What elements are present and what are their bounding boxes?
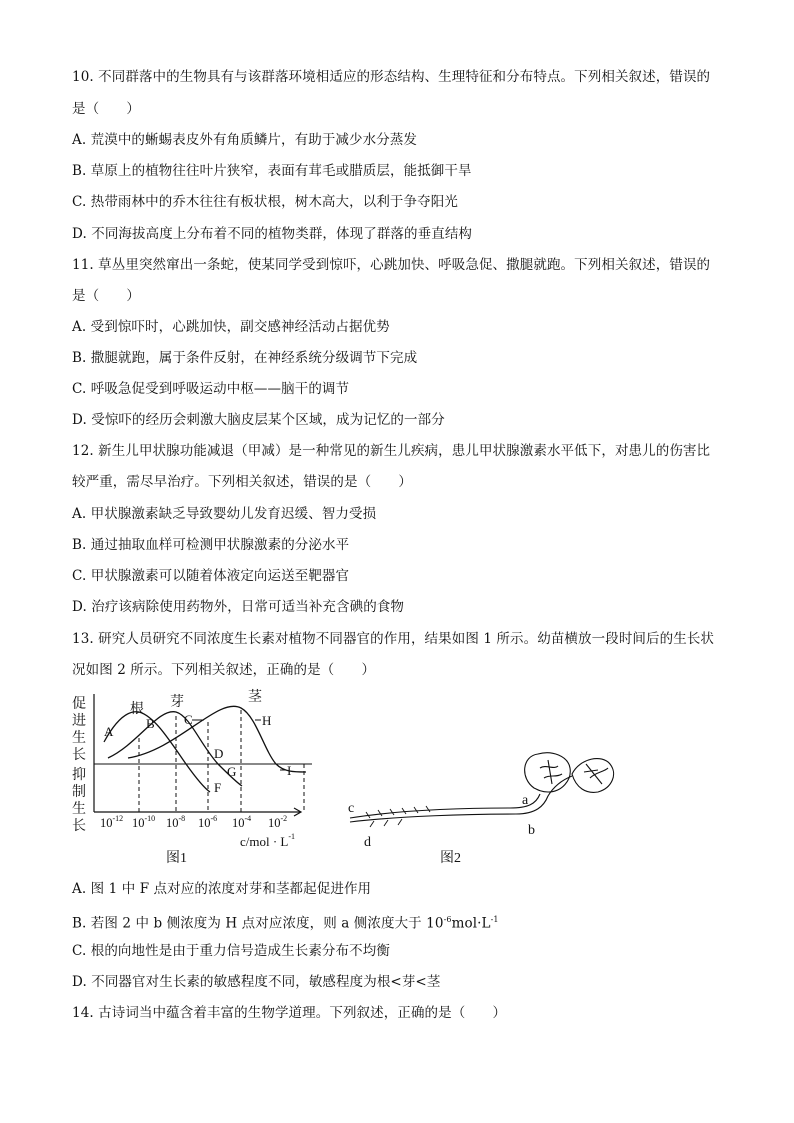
point-h: H (262, 713, 272, 728)
x-tick-6: $10^{-2}$ (268, 814, 288, 830)
label-c: c (348, 801, 355, 816)
label-stem: 茎 (248, 690, 262, 705)
q13-option-b-unit-exp: -1 (490, 915, 499, 924)
label-b: b (528, 823, 535, 838)
q10-stem: 10. 不同群落中的生物具有与该群落环境相适应的形态结构、生理特征和分布特点。下列相关叙述，错误的 (72, 69, 711, 85)
point-c: C (184, 712, 193, 727)
q13-option-b-exp: -6 (443, 915, 452, 924)
x-tick-5: $10^{-4}$ (232, 814, 252, 830)
q11-option-a: A. 受到惊吓时，心跳加快，副交感神经活动占据优势 (72, 319, 390, 335)
q13-stem-cont: 况如图 2 所示。下列相关叙述，正确的是（ ） (72, 662, 376, 678)
x-tick-4: $10^{-6}$ (198, 814, 218, 830)
label-root: 根 (130, 702, 144, 717)
q11-stem-cont: 是（ ） (72, 288, 140, 304)
ylabel-promote-4: 长 (72, 748, 86, 763)
seedling-leaves (525, 753, 614, 793)
q12-option-b: B. 通过抽取血样可检测甲状腺激素的分泌水平 (72, 537, 350, 553)
q13-option-b-unit: mol·L (451, 915, 491, 932)
q11-stem: 11. 草丛里突然窜出一条蛇，使某同学受到惊吓，心跳加快、呼吸急促、撒腿就跑。下列相关叙述，错误的 (72, 257, 711, 273)
ylabel-promote-2: 进 (72, 714, 86, 729)
x-tick-3: $10^{-8}$ (166, 814, 186, 830)
point-g: G (227, 764, 237, 779)
q12-option-a: A. 甲状腺激素缺乏导致婴幼儿发育迟缓、智力受损 (72, 506, 377, 522)
ylabel-inhibit-4: 长 (72, 819, 86, 834)
x-tick-2: $10^{-10}$ (132, 814, 156, 830)
point-f: F (214, 780, 222, 795)
q10-stem-cont: 是（ ） (72, 101, 140, 117)
ylabel-promote-1: 促 (72, 697, 86, 712)
q13-stem: 13. 研究人员研究不同浓度生长素对植物不同器官的作用，结果如图 1 所示。幼苗横放一段时间后的生长状 (72, 631, 715, 647)
q10-option-b: B. 草原上的植物往往叶片狭窄，表面有茸毛或腊质层，能抵御干旱 (72, 163, 472, 179)
figure-2-seedling (340, 748, 640, 868)
ylabel-inhibit-3: 生 (72, 802, 86, 817)
figure-1-caption: 图1 (166, 851, 187, 866)
point-a: A (104, 724, 114, 739)
q10-option-d: D. 不同海拔高度上分布着不同的植物类群，体现了群落的垂直结构 (72, 226, 473, 242)
point-i: I (287, 763, 292, 778)
ylabel-inhibit-2: 制 (72, 785, 86, 800)
q10-option-c: C. 热带雨林中的乔木往往有板状根，树木高大，以利于争夺阳光 (72, 194, 458, 210)
q11-option-c: C. 呼吸急促受到呼吸运动中枢——脑干的调节 (72, 381, 350, 397)
x-axis-unit: $c/mol \cdot L^{-1}$ (240, 832, 296, 849)
root-curve (104, 712, 210, 792)
point-d: D (214, 746, 224, 761)
q12-option-c: C. 甲状腺激素可以随着体液定向运送至靶器官 (72, 568, 350, 584)
q12-stem: 12. 新生儿甲状腺功能减退（甲减）是一种常见的新生儿疾病，患儿甲状腺激素水平低下，对患儿的伤害比 (72, 443, 711, 459)
q12-stem-cont: 较严重，需尽早治疗。下列相关叙述，错误的是（ ） (72, 474, 412, 490)
point-b: B (146, 716, 155, 731)
x-tick-labels (100, 814, 287, 830)
q10-option-a: A. 荒漠中的蜥蜴表皮外有角质鳞片，有助于减少水分蒸发 (72, 132, 418, 148)
label-a: a (522, 793, 529, 808)
label-d: d (364, 835, 371, 850)
q14-stem: 14. 古诗词当中蕴含着丰富的生物学道理。下列叙述，正确的是（ ） (72, 1005, 507, 1021)
figure-1-auxin-curves (68, 688, 338, 868)
q11-option-d: D. 受惊吓的经历会刺激大脑皮层某个区域，成为记忆的一部分 (72, 412, 445, 428)
q13-option-b (72, 911, 499, 933)
q12-option-d: D. 治疗该病除使用药物外，日常可适当补充含碘的食物 (72, 599, 405, 615)
q13-option-a: A. 图 1 中 F 点对应的浓度对芽和茎都起促进作用 (72, 881, 372, 897)
q13-option-c: C. 根的向地性是由于重力信号造成生长素分布不均衡 (72, 943, 390, 959)
seedling-stem (350, 776, 572, 822)
q13-option-d: D. 不同器官对生长素的敏感程度不同，敏感程度为根<芽<茎 (72, 974, 441, 990)
ylabel-inhibit-1: 抑 (72, 768, 86, 783)
ylabel-promote-3: 生 (72, 731, 86, 746)
figure-2-caption: 图2 (440, 851, 461, 866)
guide-lines (139, 710, 304, 812)
q11-option-b: B. 撒腿就跑，属于条件反射，在神经系统分级调节下完成 (72, 350, 418, 366)
label-bud: 芽 (170, 695, 184, 710)
x-tick-1: $10^{-12}$ (100, 814, 124, 830)
q13-option-b-text: B. 若图 2 中 b 侧浓度为 H 点对应浓度，则 a 侧浓度大于 10 (72, 915, 444, 932)
